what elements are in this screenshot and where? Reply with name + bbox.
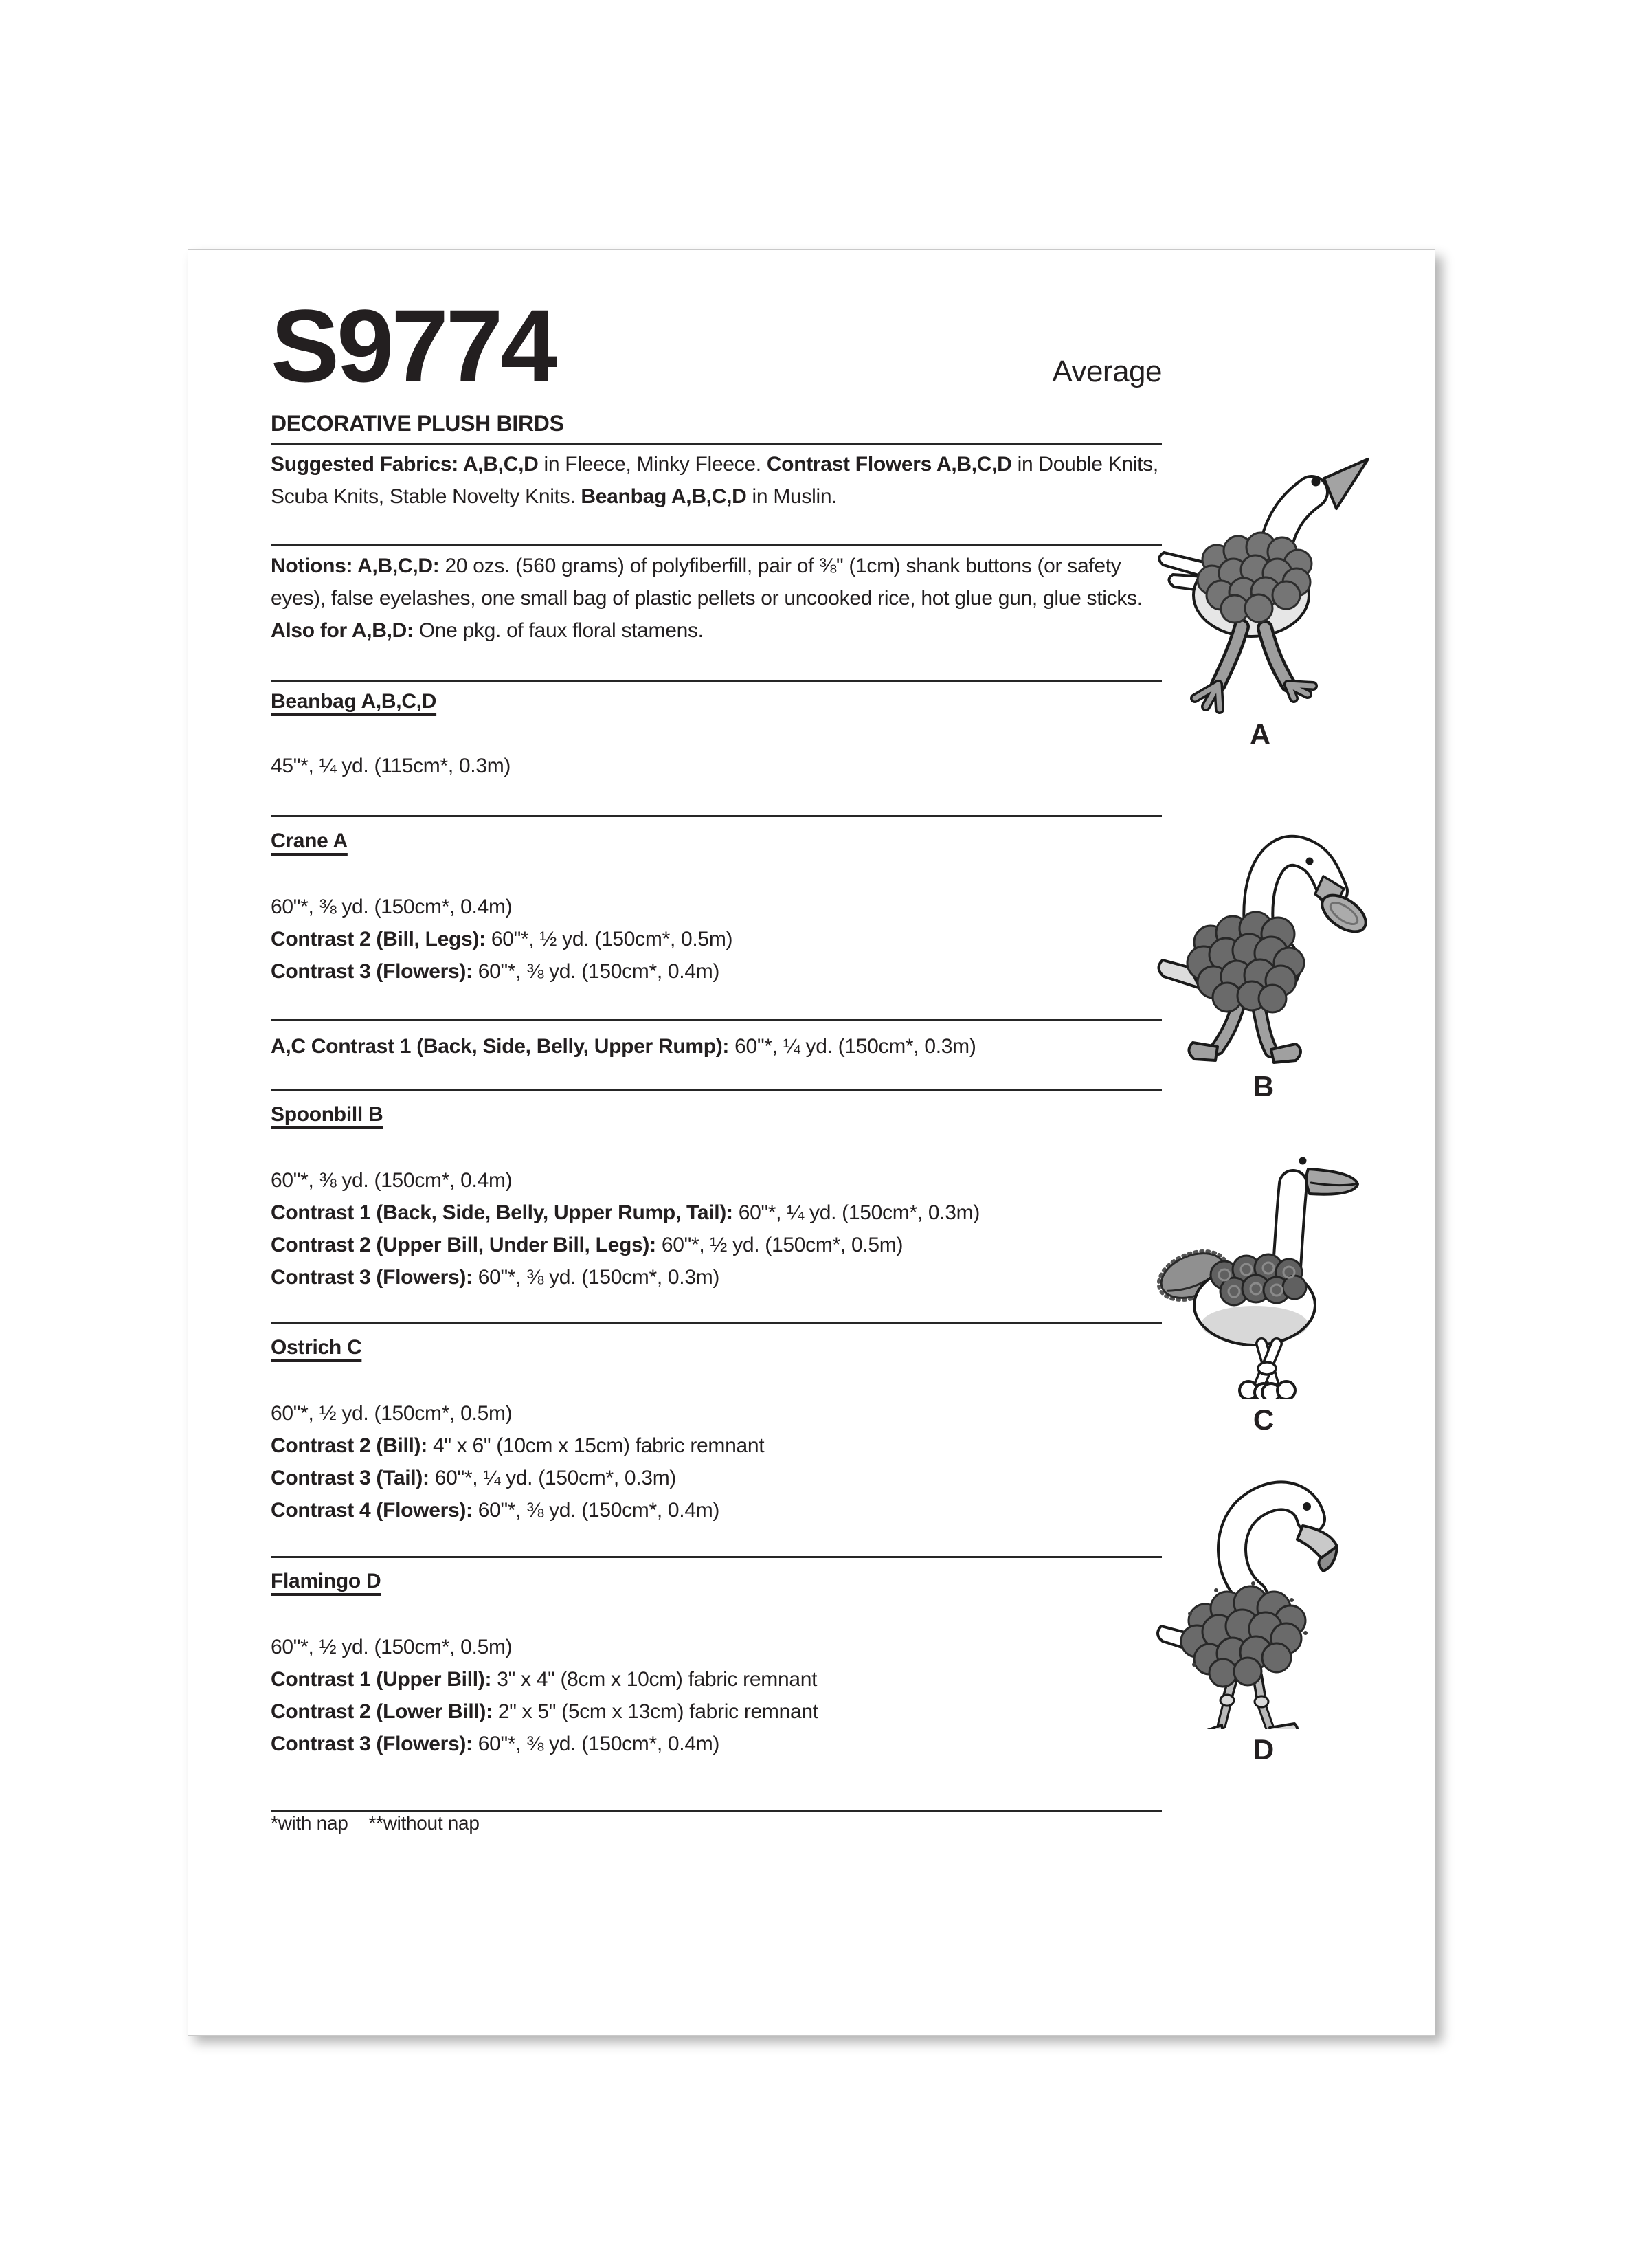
yardage-line: 60"*, ½ yd. (150cm*, 0.5m) (271, 1402, 513, 1425)
divider-rule (271, 544, 1162, 546)
yardage-line: 60"*, ⅜ yd. (150cm*, 0.4m) (271, 1169, 513, 1192)
notions-paragraph: Notions: A,B,C,D: 20 ozs. (560 grams) of polyfiberfill, pair of ⅜" (1cm) shank buttons (or safety eyes), false eyelashes, one small bag of plastic pellets or uncooked rice, hot glue gun, glue sticks. Also for A,B,D: One pkg. of faux floral stamens. (271, 555, 1143, 642)
yardage-line: Contrast 1 (Upper Bill): 3" x 4" (8cm x 10cm) fabric remnant (271, 1668, 818, 1691)
section-lines-beanbag (271, 750, 1162, 782)
bird-view-d (1150, 1468, 1377, 1766)
divider-rule (271, 1322, 1162, 1324)
yardage-line: Contrast 4 (Flowers): 60"*, ⅜ yd. (150cm*, 0.4m) (271, 1499, 720, 1522)
bird-view-b (1150, 805, 1377, 1103)
ostrich-bill (1306, 1169, 1358, 1194)
divider-rule (271, 1019, 1162, 1021)
pattern-envelope-page (188, 249, 1435, 2036)
flamingo-bill (1297, 1526, 1337, 1571)
section-lines-ostrich-c (271, 1397, 1162, 1526)
suggested-fabrics-paragraph: Suggested Fabrics: A,B,C,D in Fleece, Minky Fleece. Contrast Flowers A,B,C,D in Double Knits, Scuba Knits, Stable Novelty Knits. Beanbag A,B,C,D in Muslin. (271, 453, 1158, 508)
section-lines-crane-a (271, 891, 1162, 988)
yardage-line: Contrast 1 (Back, Side, Belly, Upper Rump, Tail): 60"*, ¼ yd. (150cm*, 0.3m) (271, 1201, 980, 1224)
section-heading-flamingo-d: Flamingo D (271, 1570, 381, 1592)
crane-eye (1312, 478, 1321, 487)
bird-label-c: C (1253, 1403, 1275, 1436)
footnote-without-nap: **without nap (368, 1812, 480, 1834)
yardage-line: Contrast 2 (Lower Bill): 2" x 5" (5cm x 13cm) fabric remnant (271, 1700, 818, 1723)
bird-label-a: A (1249, 718, 1271, 751)
crane-beak (1324, 459, 1368, 509)
section-lines-flamingo-d (271, 1631, 1162, 1760)
spoonbill-flowers (1187, 912, 1304, 1012)
yardage-line: Contrast 2 (Bill): 4" x 6" (10cm x 15cm) fabric remnant (271, 1434, 765, 1457)
flamingo-neck (1232, 1496, 1311, 1595)
section-lines-spoonbill-b (271, 1164, 1162, 1293)
yardage-line: 45"*, ¼ yd. (115cm*, 0.3m) (271, 755, 511, 777)
ostrich-legs (1239, 1344, 1295, 1399)
bird-label-d: D (1253, 1733, 1275, 1766)
yardage-line: 60"*, ½ yd. (150cm*, 0.5m) (271, 1636, 513, 1658)
pattern-title: DECORATIVE PLUSH BIRDS (271, 411, 564, 436)
flamingo-eye (1303, 1502, 1311, 1511)
yardage-line: Contrast 2 (Bill, Legs): 60"*, ½ yd. (150cm*, 0.5m) (271, 928, 733, 950)
crane-legs (1195, 627, 1313, 709)
yardage-line: A,C Contrast 1 (Back, Side, Belly, Upper Rump): 60"*, ¼ yd. (150cm*, 0.3m) (271, 1035, 976, 1058)
divider-rule (271, 680, 1162, 682)
spoonbill-eye (1306, 858, 1314, 865)
ostrich-eye (1299, 1157, 1307, 1165)
section-heading-ostrich-c: Ostrich C (271, 1336, 362, 1359)
crane-illustration (1147, 449, 1373, 714)
divider-rule (271, 1556, 1162, 1558)
divider-rule (271, 1089, 1162, 1091)
flamingo-flowers (1181, 1586, 1305, 1687)
yardage-line: 60"*, ⅜ yd. (150cm*, 0.4m) (271, 896, 513, 918)
yardage-line: Contrast 3 (Tail): 60"*, ¼ yd. (150cm*, 0.3m) (271, 1467, 677, 1489)
section-heading-crane-a: Crane A (271, 830, 348, 852)
yardage-line: Contrast 3 (Flowers): 60"*, ⅜ yd. (150cm*, 0.3m) (271, 1266, 720, 1289)
yardage-line: Contrast 3 (Flowers): 60"*, ⅜ yd. (150cm*, 0.4m) (271, 960, 720, 983)
divider-rule (271, 443, 1162, 445)
section-lines-ac-contrast (271, 1030, 1162, 1063)
spoonbill-legs (1189, 1005, 1301, 1063)
yardage-line: Contrast 3 (Flowers): 60"*, ⅜ yd. (150cm*, 0.4m) (271, 1733, 720, 1755)
nap-footnote (271, 1812, 1162, 1835)
ostrich-illustration (1150, 1135, 1377, 1399)
yardage-line: Contrast 2 (Upper Bill, Under Bill, Legs): 60"*, ½ yd. (150cm*, 0.5m) (271, 1234, 904, 1256)
section-heading-spoonbill-b: Spoonbill B (271, 1103, 383, 1126)
section-heading-beanbag: Beanbag A,B,C,D (271, 690, 437, 713)
difficulty-rating: Average (1052, 355, 1162, 388)
bird-view-c (1150, 1135, 1377, 1436)
footnote-with-nap: *with nap (271, 1812, 348, 1834)
bird-label-b: B (1253, 1070, 1275, 1102)
bird-view-a (1147, 449, 1373, 751)
flamingo-illustration (1150, 1468, 1377, 1729)
spoonbill-illustration (1150, 805, 1377, 1066)
pattern-number: S9774 (271, 288, 555, 403)
divider-rule (271, 815, 1162, 817)
